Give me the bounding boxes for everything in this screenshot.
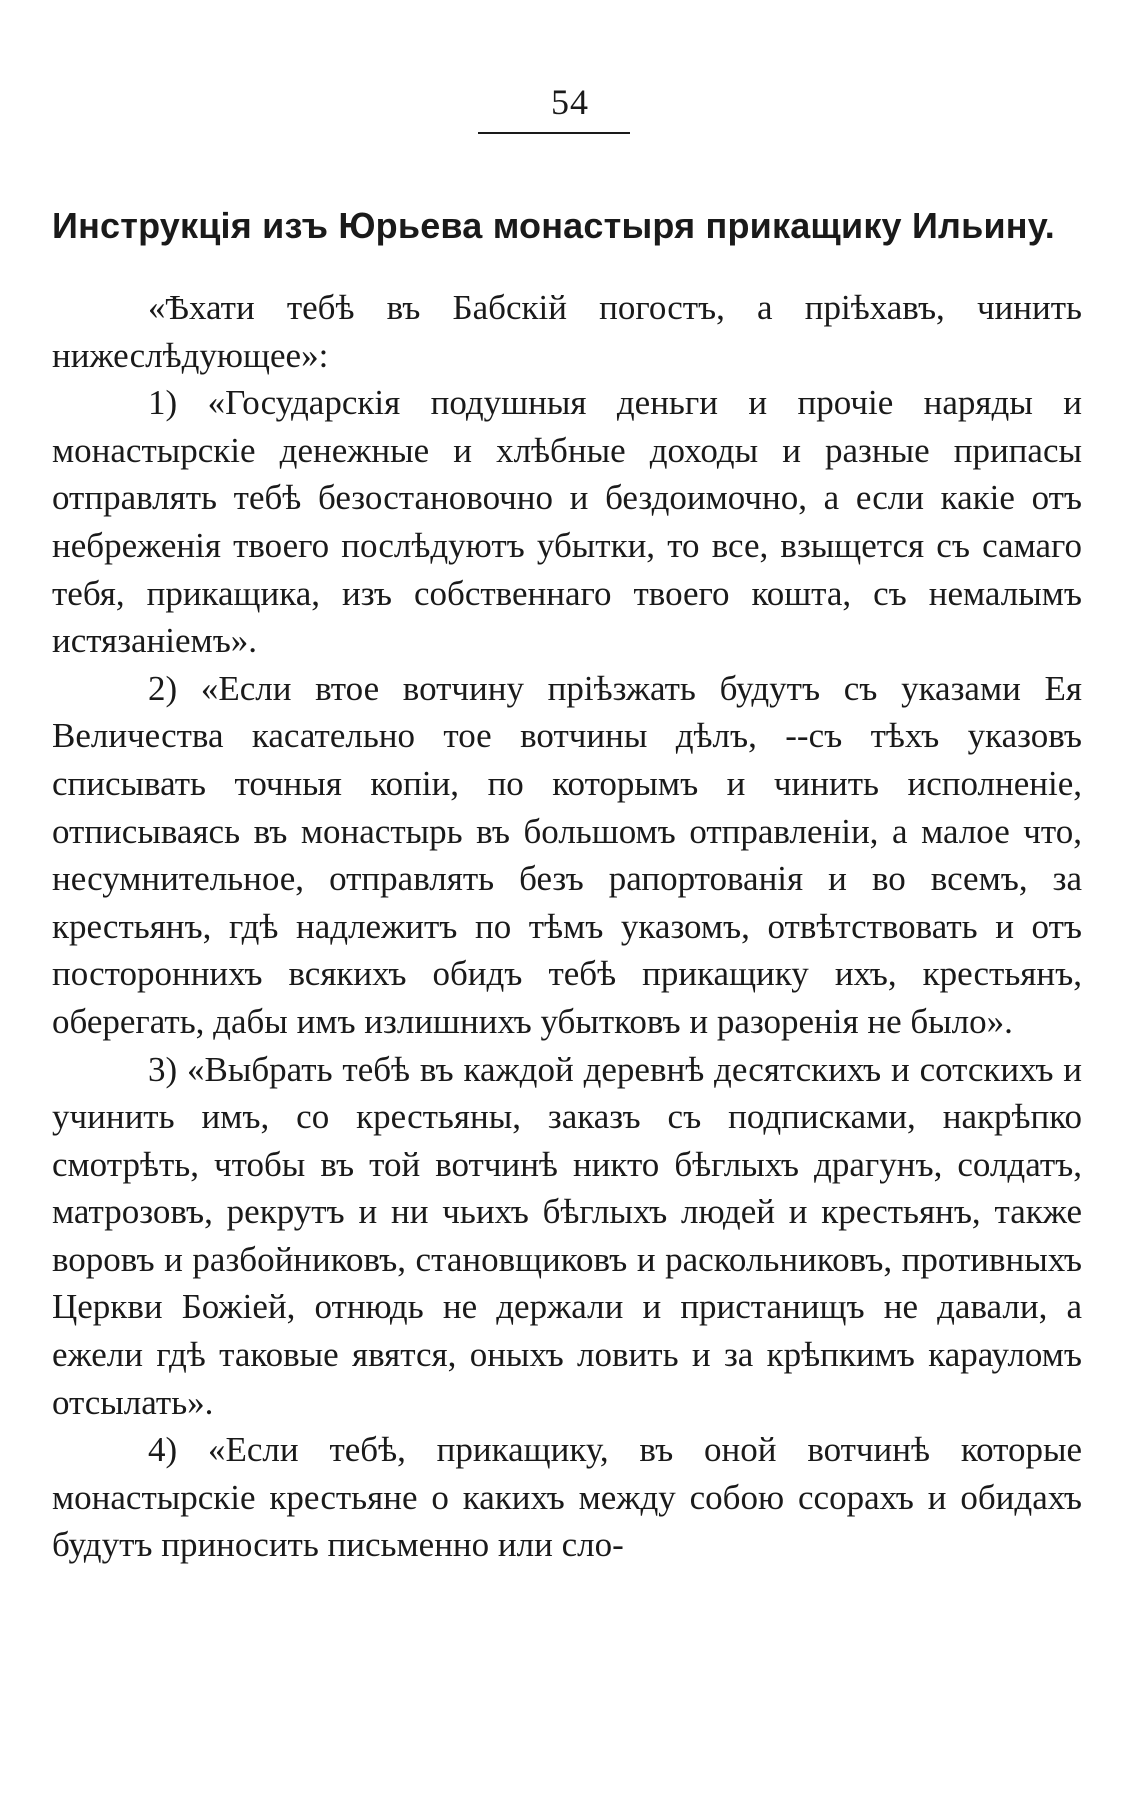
body-text xyxy=(52,284,1082,1569)
page-number-rule xyxy=(478,132,630,134)
paragraph-item-3: 3) «Выбрать тебѣ въ каждой деревнѣ десятскихъ и сотскихъ и учинить имъ, со крестьяны, заказъ съ подписками, накрѣпко смотрѣть, чтобы въ той вотчинѣ никто бѣглыхъ драгунъ, солдатъ, матрозовъ, рекрутъ и ни чьихъ бѣглыхъ людей и крестьянъ, также воровъ и разбойниковъ, становщиковъ и раскольниковъ, противныхъ Церкви Божіей, отнюдь не держали и пристанищъ не давали, а ежели гдѣ таковые явятся, оныхъ ловить и за крѣпкимъ карауломъ отсылать». xyxy=(52,1049,1082,1422)
paragraph-intro: «Ѣхати тебѣ въ Бабскій погостъ, а пріѣхавъ, чинить нижеслѣдующее»: xyxy=(52,288,1082,375)
paragraph-item-4: 4) «Если тебѣ, прикащику, въ оной вотчинѣ которые монастырскіе крестьяне о какихъ между собою ссорахъ и обидахъ будутъ приносить письменно или сло- xyxy=(52,1430,1082,1565)
section-heading: Инструкція изъ Юрьева монастыря прикащику Ильину. xyxy=(52,205,1055,246)
paragraph-item-2: 2) «Если втое вотчину пріѣзжать будутъ съ указами Ея Величества касательно тое вотчины дѣлъ, --съ тѣхъ указовъ списывать точныя копіи, по которымъ и чинить исполненіе, отписываясь въ монастырь въ большомъ отправленіи, а малое что, несумнительное, отправлять безъ рапортованія и во всемъ, за крестьянъ, гдѣ надлежитъ по тѣмъ указомъ, отвѣтствовать и отъ постороннихъ всякихъ обидъ тебѣ прикащику ихъ, крестьянъ, оберегать, дабы имъ излишнихъ убытковъ и разоренія не было». xyxy=(52,668,1082,1041)
page-number: 54 xyxy=(551,82,589,122)
paragraph-item-1: 1) «Государскія подушныя деньги и прочіе наряды и монастырскіе денежные и хлѣбные доходы и разные припасы отправлять тебѣ безостановочно и бездоимочно, а если какіе отъ небреженія твоего послѣдуютъ убытки, то все, взыщется съ самаго тебя, прикащика, изъ собственнаго твоего кошта, съ немалымъ истязаніемъ». xyxy=(52,383,1082,661)
